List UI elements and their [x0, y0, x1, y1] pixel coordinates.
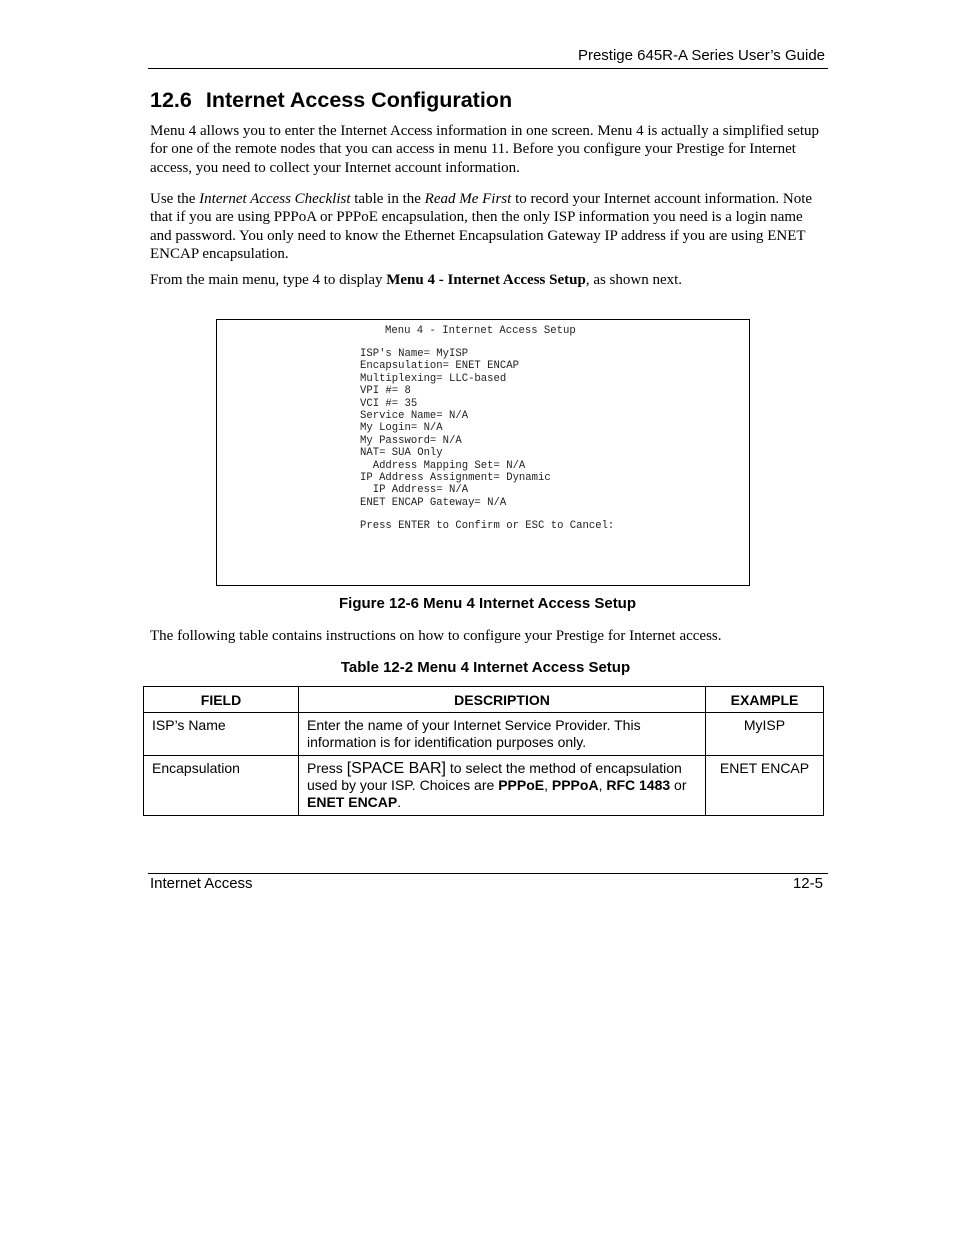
- text-run: ,: [544, 777, 552, 793]
- text-run: ,: [598, 777, 607, 793]
- text-run: , as shown next.: [585, 272, 683, 288]
- text-run: .: [397, 794, 402, 810]
- checklist-reference: Internet Access Checklist: [199, 191, 351, 207]
- space-bar-key: [SPACE BAR]: [346, 760, 446, 777]
- section-title: [150, 88, 512, 113]
- choice-enet-encap: ENET ENCAP: [307, 794, 398, 810]
- config-table: [143, 686, 824, 816]
- text-run: Use the: [150, 191, 200, 207]
- screen-title: Menu 4 - Internet Access Setup: [385, 325, 576, 337]
- description-cell: Enter the name of your Internet Service Provider. This information is for identification purposes only.: [299, 713, 706, 756]
- screen-fields: ISP's Name= MyISP Encapsulation= ENET ENCAP Multiplexing= LLC-based VPI #= 8 VCI #= 35 Service Name= N/A My Login= N/A My Password= N/A NAT= SUA Only Address Mapping Set= N/A IP Address Assignment= Dynamic IP Address= N/A ENET ENCAP Gateway= N/A: [360, 348, 551, 509]
- table-intro-paragraph: The following table contains instructions on how to configure your Prestige for Internet access.: [150, 628, 722, 644]
- description-cell: [299, 756, 706, 816]
- field-cell: ISP’s Name: [144, 713, 299, 756]
- example-cell: MyISP: [706, 713, 824, 756]
- section-number: 12.6: [150, 88, 192, 112]
- table-header-row: [144, 687, 824, 713]
- menu-instruction-paragraph: [150, 271, 822, 289]
- running-header: Prestige 645R-A Series User’s Guide: [577, 47, 825, 64]
- header-description: DESCRIPTION: [299, 687, 706, 713]
- checklist-paragraph: [150, 190, 822, 263]
- field-cell: Encapsulation: [144, 756, 299, 816]
- page-number: 12-5: [792, 875, 823, 892]
- footer-divider: [148, 873, 828, 874]
- text-run: Press: [307, 760, 347, 776]
- table-row: [144, 713, 824, 756]
- menu-name-bold: Menu 4 - Internet Access Setup: [386, 272, 586, 288]
- screen-prompt: Press ENTER to Confirm or ESC to Cancel:: [360, 520, 615, 532]
- text-run: or: [670, 777, 687, 793]
- footer-chapter: Internet Access: [150, 875, 253, 892]
- menu-screen-figure: [216, 319, 750, 586]
- table-caption: Table 12-2 Menu 4 Internet Access Setup: [340, 659, 631, 676]
- section-title-text: Internet Access Configuration: [205, 88, 513, 112]
- text-run: From the main menu, type 4 to display: [150, 272, 387, 288]
- table-row: [144, 756, 824, 816]
- header-field: FIELD: [144, 687, 299, 713]
- choice-pppoe: PPPoE: [498, 777, 545, 793]
- text-run: to select the method of encapsulation used by your ISP. Choices are: [307, 760, 682, 793]
- choice-rfc1483: RFC 1483: [606, 777, 671, 793]
- header-divider: [148, 68, 828, 69]
- intro-paragraph: Menu 4 allows you to enter the Internet Access information in one screen. Menu 4 is actually a simplified setup for one of the remote nodes that you can access in menu 11. Before you configure your Prestige for Internet access, you need to collect your Internet account information.: [150, 123, 819, 176]
- example-cell: ENET ENCAP: [706, 756, 824, 816]
- header-example: EXAMPLE: [706, 687, 824, 713]
- choice-pppoa: PPPoA: [551, 777, 599, 793]
- read-me-first-reference: Read Me First: [424, 191, 512, 207]
- text-run: to record your Internet account information. Note that if you are using PPPoA or PPPoE encapsulation, then the only ISP information you need is a login name and password. You only need to know the Ethernet Encapsulation Gateway IP address if you are using ENET ENCAP encapsulation.: [150, 191, 813, 262]
- figure-caption: Figure 12-6 Menu 4 Internet Access Setup: [338, 595, 637, 612]
- text-run: table in the: [350, 191, 425, 207]
